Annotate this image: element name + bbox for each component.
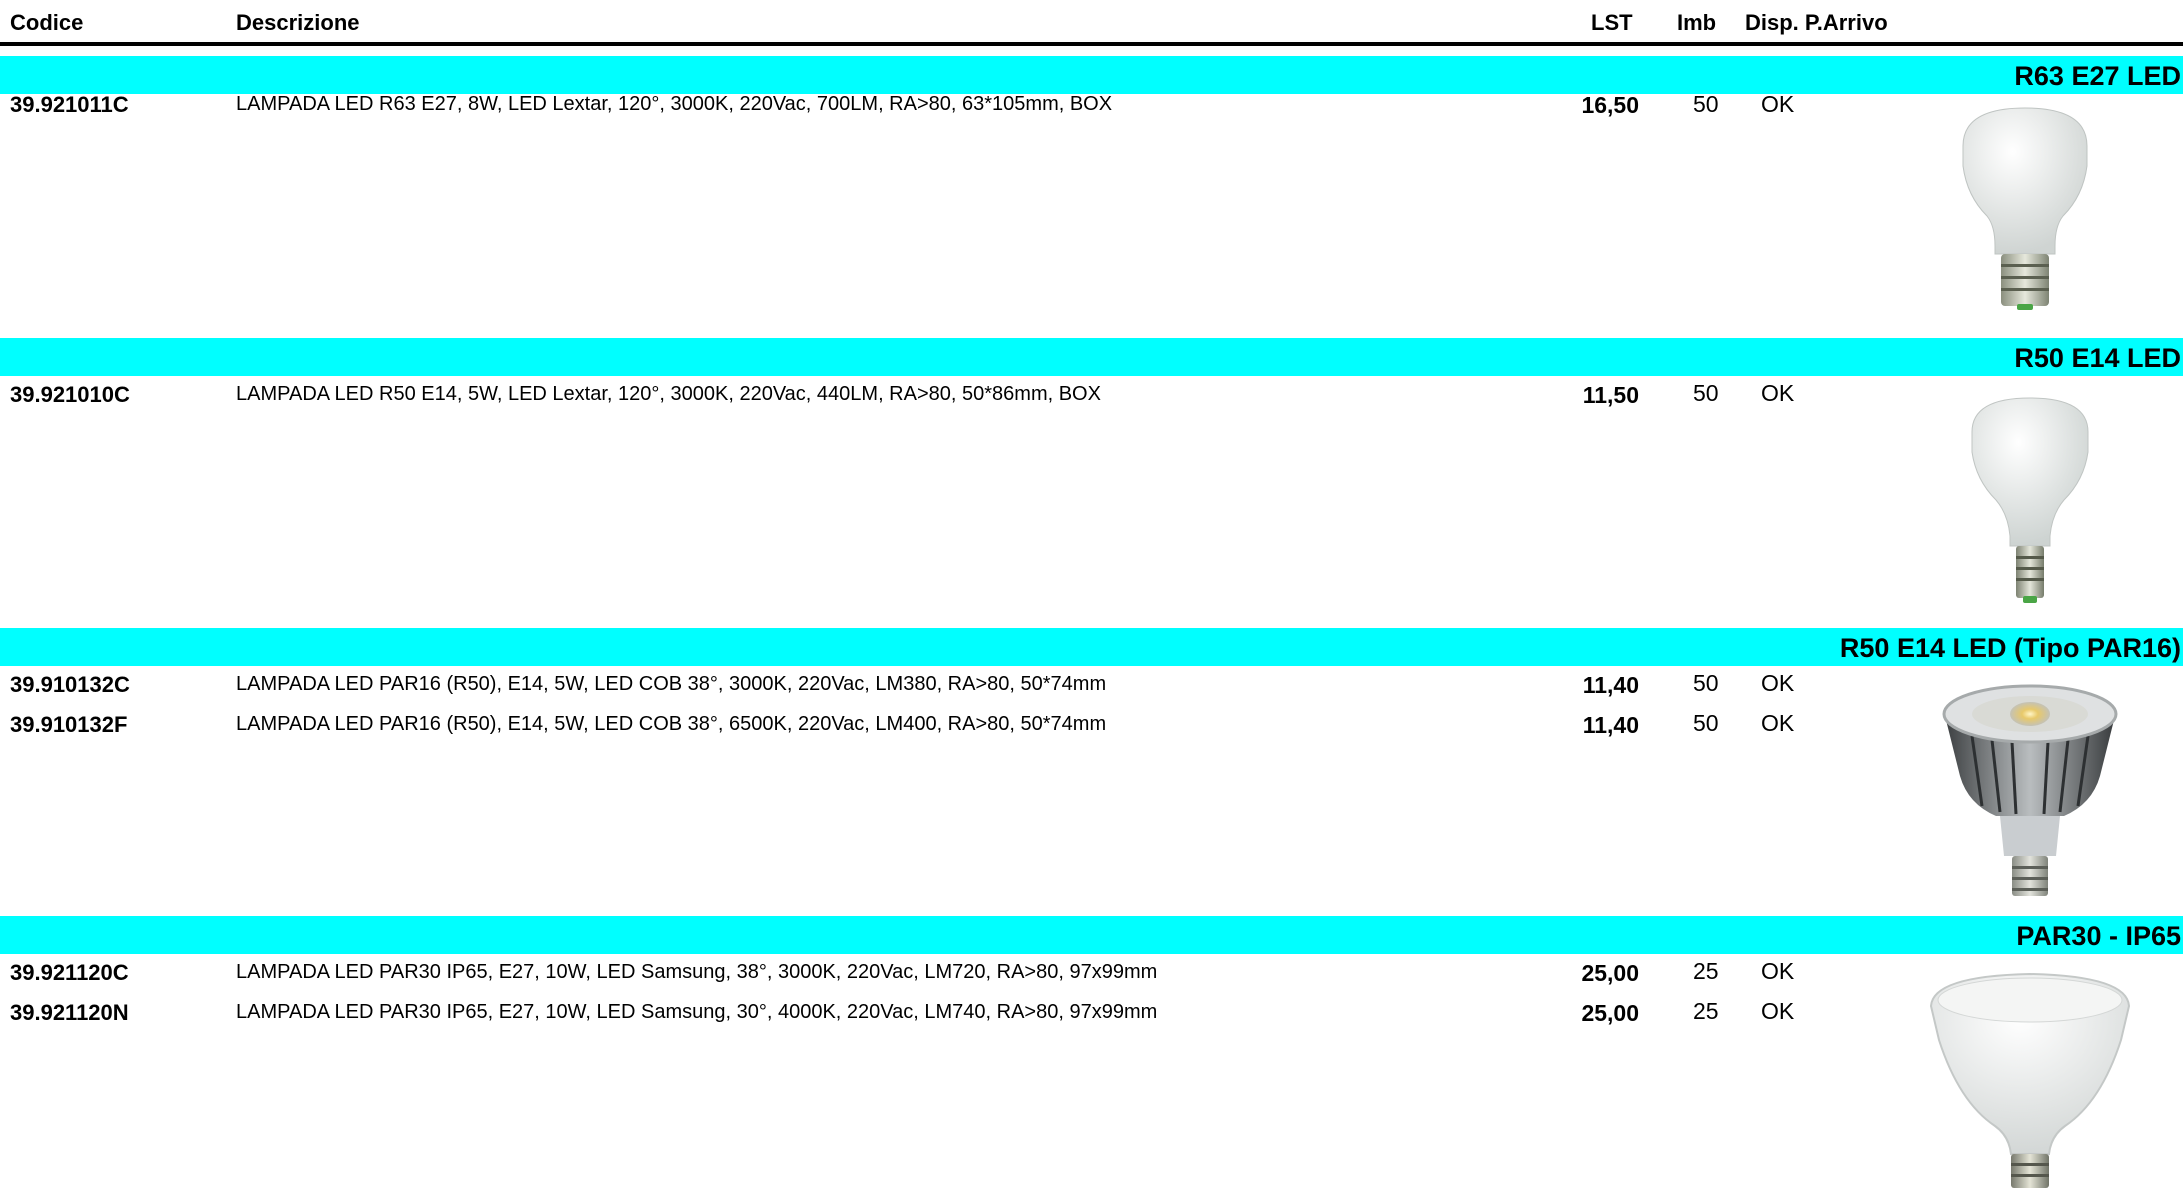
header-descrizione: Descrizione [236,10,360,35]
product-pack: 50 [1693,91,1719,117]
r63-bulb-icon [1955,106,2095,311]
product-price: 11,40 [1582,672,1639,698]
header-imb: Imb [1677,10,1717,35]
product-price: 16,50 [1581,92,1639,118]
product-pack: 50 [1693,710,1719,736]
product-description: LAMPADA LED PAR16 (R50), E14, 5W, LED COB 38°, 6500K, 220Vac, LM400, RA>80, 50*74mm [236,713,1107,735]
product-code: 39.921011C [10,92,129,117]
product-description: LAMPADA LED PAR30 IP65, E27, 10W, LED Samsung, 30°, 4000K, 220Vac, LM740, RA>80, 97x99mm [236,1001,1158,1023]
product-description: LAMPADA LED PAR30 IP65, E27, 10W, LED Samsung, 38°, 3000K, 220Vac, LM720, RA>80, 97x99mm [236,961,1158,983]
r50-bulb-icon [1968,396,2098,606]
product-availability: OK [1761,998,1795,1024]
section-title: R50 E14 LED (Tipo PAR16) [1839,633,2181,663]
product-price: 25,00 [1581,1000,1639,1026]
product-price: 25,00 [1581,960,1639,986]
section-title: R50 E14 LED [2014,343,2181,373]
product-price: 11,40 [1582,712,1639,738]
product-pack: 25 [1693,958,1719,984]
product-description: LAMPADA LED R63 E27, 8W, LED Lextar, 120°, 3000K, 220Vac, 700LM, RA>80, 63*105mm, BOX [236,93,1113,115]
section-title: PAR30 - IP65 [2016,921,2181,951]
header-lst: LST [1591,10,1633,35]
product-availability: OK [1761,91,1795,117]
product-code: 39.921010C [10,382,130,407]
product-code: 39.921120N [10,1000,129,1025]
product-description: LAMPADA LED R50 E14, 5W, LED Lextar, 120°, 3000K, 220Vac, 440LM, RA>80, 50*86mm, BOX [236,383,1101,405]
product-code: 39.921120C [10,960,129,985]
header-rule [0,42,2183,46]
section-band-par16 [0,628,2183,666]
section-band-par30 [0,916,2183,954]
product-description: LAMPADA LED PAR16 (R50), E14, 5W, LED COB 38°, 3000K, 220Vac, LM380, RA>80, 50*74mm [236,673,1107,695]
section-title: R63 E27 LED [2014,61,2181,91]
header-codice: Codice [10,10,84,35]
section-band-r63 [0,56,2183,94]
product-code: 39.910132C [10,672,130,697]
header-disp: Disp. P.Arrivo [1745,10,1888,35]
product-pack: 25 [1693,998,1719,1024]
product-availability: OK [1761,710,1795,736]
product-availability: OK [1761,380,1795,406]
par30-bulb-icon [1925,970,2135,1188]
product-pack: 50 [1693,670,1719,696]
section-band-r50 [0,338,2183,376]
product-price: 11,50 [1582,382,1639,408]
par16-bulb-icon [1942,680,2118,902]
product-availability: OK [1761,670,1795,696]
product-code: 39.910132F [10,712,128,737]
product-availability: OK [1761,958,1795,984]
product-pack: 50 [1693,380,1719,406]
